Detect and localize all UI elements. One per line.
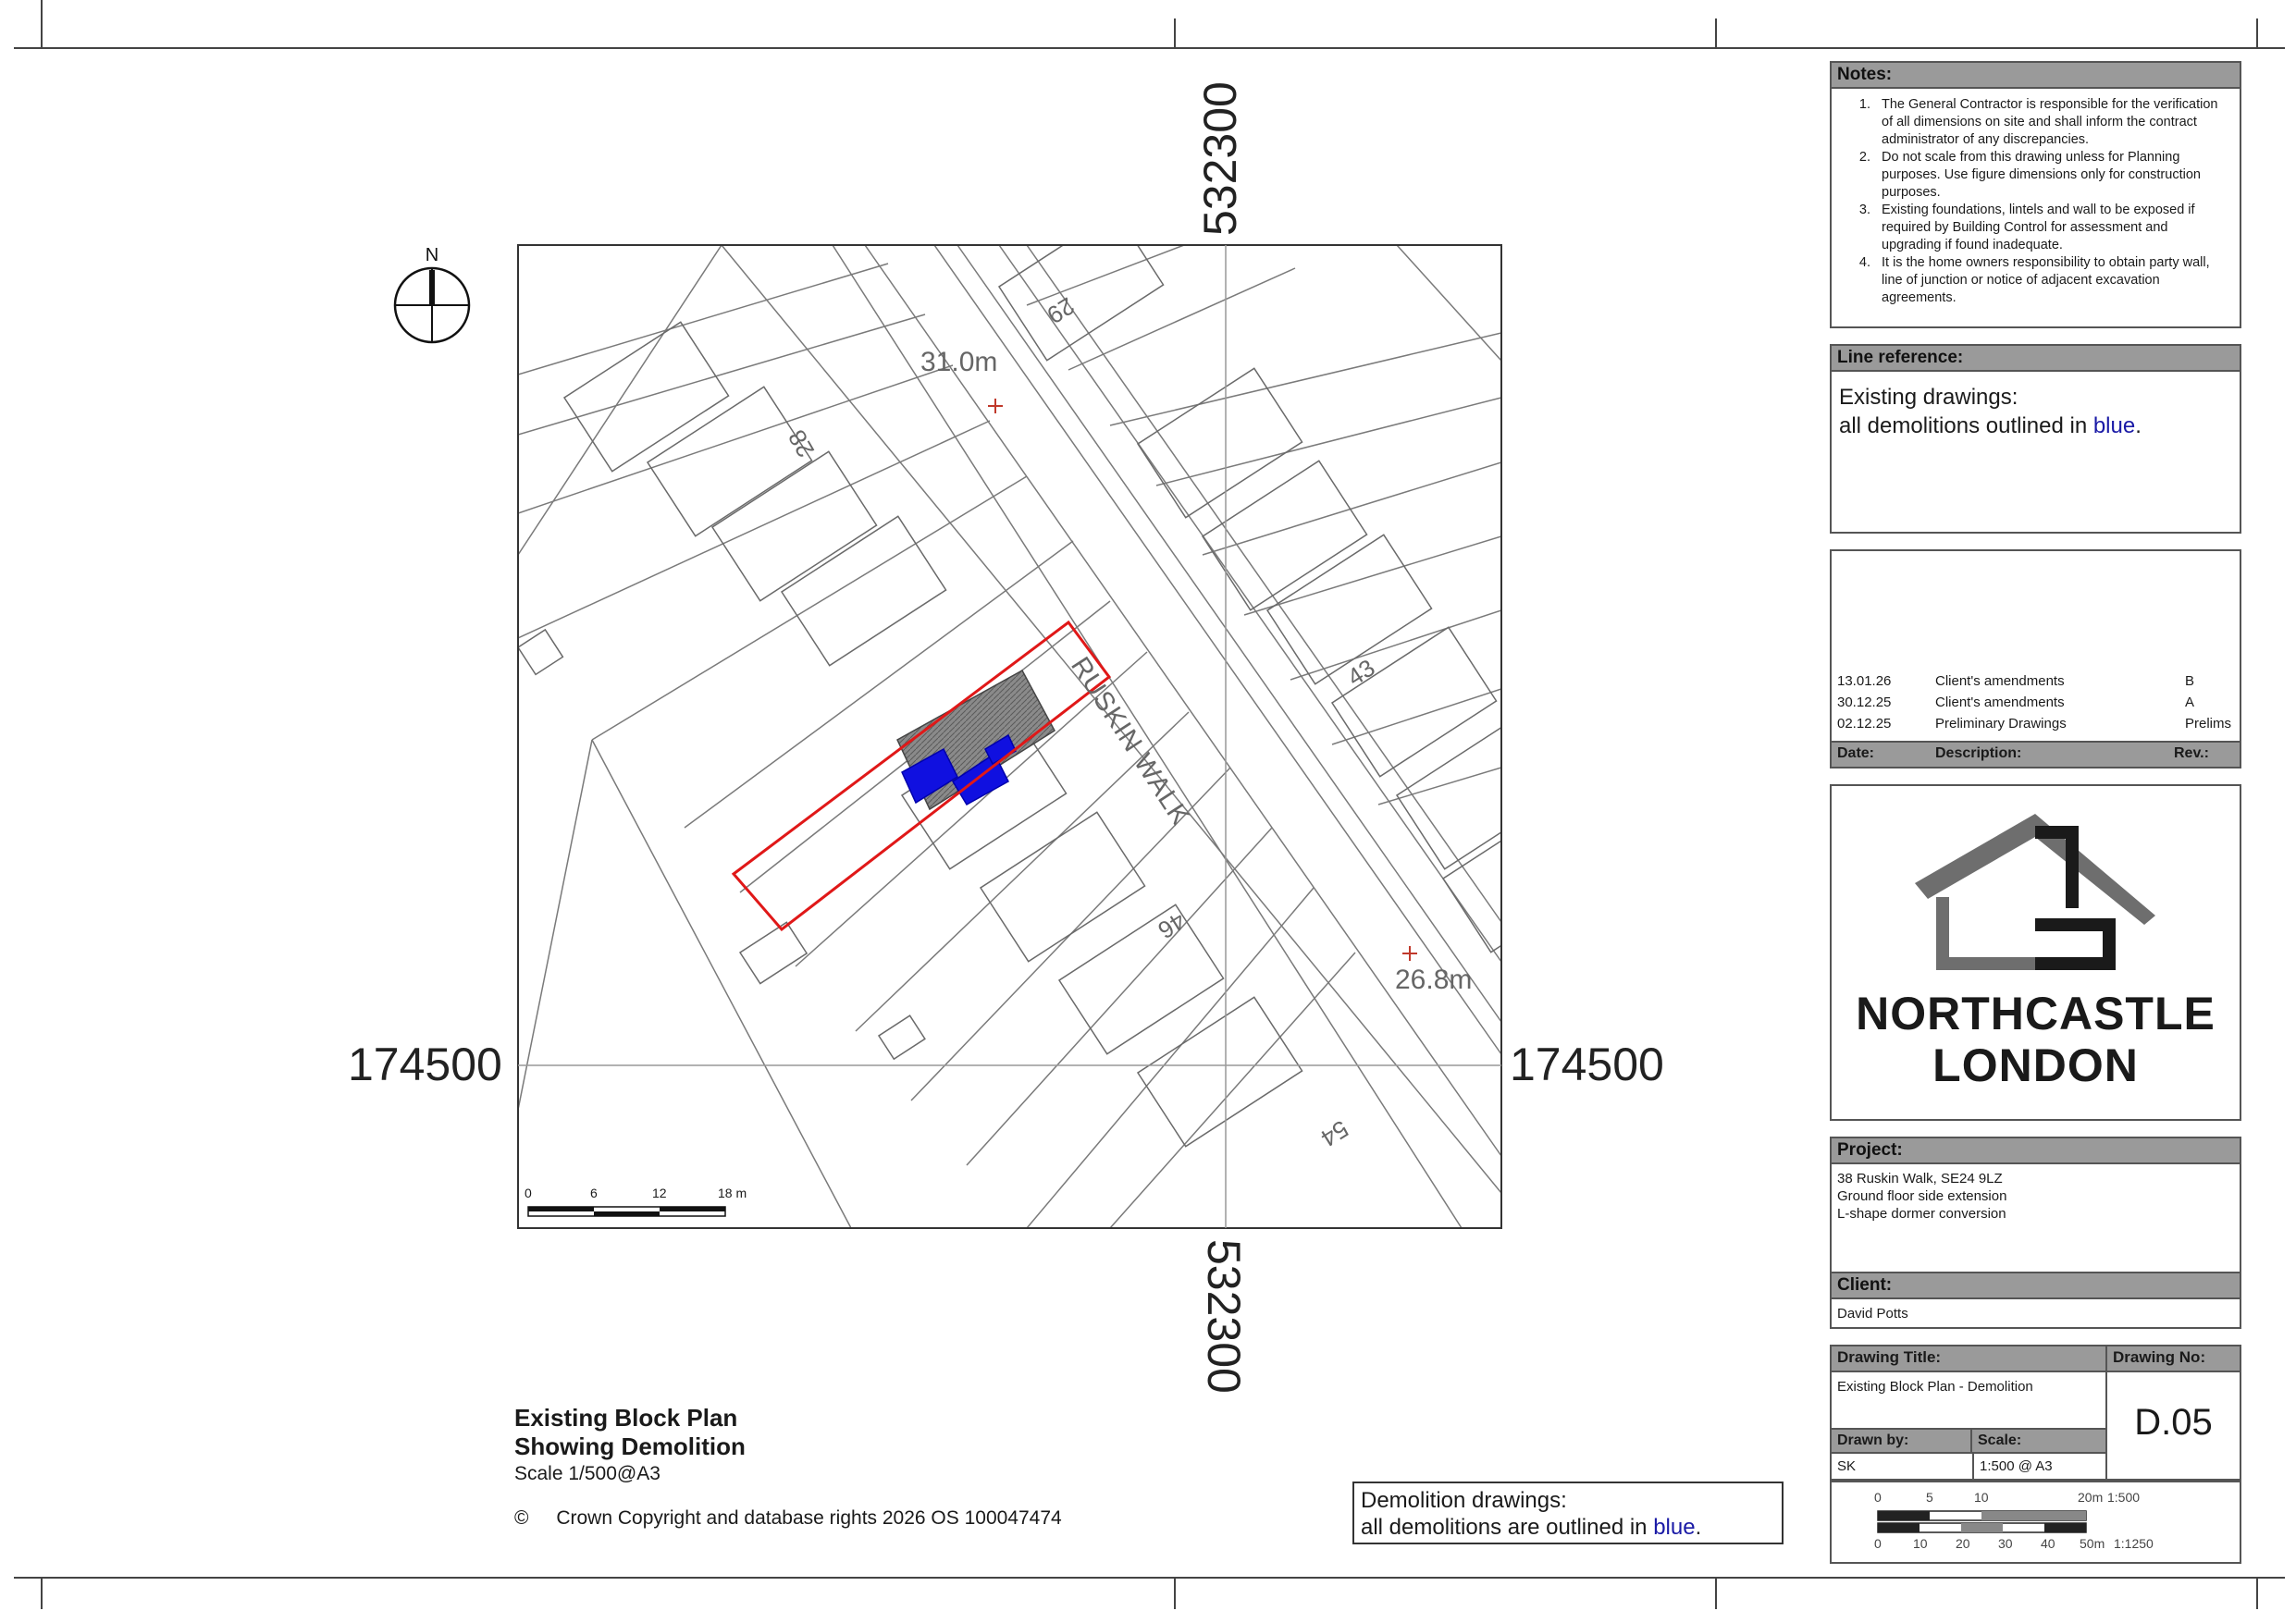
revisions-panel — [1830, 549, 2241, 768]
house-number: 54 — [1315, 1114, 1353, 1153]
demolition-note-box — [1352, 1482, 1784, 1544]
project-heading: Project: — [1832, 1138, 2240, 1164]
drawing-caption — [514, 1404, 746, 1486]
revision-description: Preliminary Drawings — [1935, 716, 2067, 732]
copyright-text: Crown Copyright and database rights 2026 OS 100047474 — [556, 1507, 1062, 1529]
demolition-note-line1: Demolition drawings: — [1361, 1488, 1567, 1513]
revision-code: B — [2185, 673, 2195, 689]
spot-height: 31.0m — [920, 347, 998, 377]
revisions-header-rev: Rev.: — [2174, 745, 2209, 761]
scale-tick: 50m — [2080, 1536, 2105, 1551]
client-heading: Client: — [1832, 1273, 2240, 1299]
project-line: L-shape dormer conversion — [1837, 1206, 2006, 1222]
scale-bar-tick: 18 m — [718, 1186, 747, 1200]
grid-label-right: 174500 — [1510, 1039, 1664, 1090]
drawing-number: D.05 — [2105, 1372, 2240, 1479]
scale-bar-tick: 6 — [590, 1186, 598, 1200]
demolition-note-line2: all demolitions are outlined in blue. — [1361, 1515, 1702, 1540]
copyright-symbol: © — [514, 1507, 529, 1529]
drawing-title: Existing Block Plan - Demolition — [1837, 1379, 2033, 1395]
scale-tick: 40 — [2041, 1536, 2055, 1551]
logo-line-1: NORTHCASTLE — [1856, 988, 2216, 1039]
project-line: 38 Ruskin Walk, SE24 9LZ — [1837, 1171, 2003, 1187]
scale-label: 1:1250 — [2114, 1536, 2154, 1551]
caption-title-1: Existing Block Plan — [514, 1404, 738, 1432]
revision-description: Client's amendments — [1935, 695, 2065, 710]
logo-line-2: LONDON — [1932, 1039, 2139, 1091]
house-number: 43 — [1341, 653, 1380, 692]
revision-row — [1837, 716, 2234, 736]
map-scale-bar — [528, 1207, 725, 1216]
scale-heading: Scale: — [1970, 1428, 2105, 1454]
house-number: 28 — [782, 424, 821, 462]
line-reference-heading: Line reference: — [1832, 346, 2240, 372]
scale-tick: 30 — [1998, 1536, 2013, 1551]
revision-date: 02.12.25 — [1837, 716, 1892, 732]
scale-tick: 20 — [1956, 1536, 1970, 1551]
drawing-scale: 1:500 @ A3 — [1972, 1454, 2105, 1481]
logo-panel — [1830, 784, 2241, 1121]
revision-date: 30.12.25 — [1837, 695, 1892, 710]
revision-code: A — [2185, 695, 2195, 710]
client-name: David Potts — [1837, 1306, 1908, 1322]
line-reference-line2: all demolitions outlined in blue. — [1839, 413, 2142, 438]
blue-word: blue — [1653, 1515, 1696, 1540]
note-item: 1. The General Contractor is responsible for the verification of all dimensions on site and shall inform the contract administrator of any discrepancies. — [1874, 96, 2228, 149]
drawn-by: SK — [1837, 1458, 1857, 1474]
grid-label-bottom: 532300 — [1198, 1239, 1250, 1394]
house-number: 29 — [1042, 291, 1080, 330]
scale-label: 1:500 — [2107, 1490, 2141, 1505]
revision-description: Client's amendments — [1935, 673, 2065, 689]
client-panel — [1830, 1272, 2241, 1329]
note-item: 2. Do not scale from this drawing unless for Planning purposes. Use figure dimensions only for construction purposes. — [1874, 149, 2228, 202]
project-panel — [1830, 1137, 2241, 1273]
scale-bar-tick: 12 — [652, 1186, 667, 1200]
revision-date: 13.01.26 — [1837, 673, 1892, 689]
scale-tick: 10 — [1974, 1490, 1989, 1505]
revision-code: Prelims — [2185, 716, 2232, 732]
blue-word: blue — [2092, 413, 2136, 438]
scale-tick: 0 — [1874, 1490, 1882, 1505]
scale-bars-panel — [1830, 1481, 2241, 1564]
scale-tick: 20m — [2078, 1490, 2104, 1505]
north-label: N — [425, 245, 439, 265]
spot-height: 26.8m — [1395, 965, 1473, 995]
notes-panel — [1830, 61, 2241, 328]
drawing-info-panel — [1830, 1345, 2241, 1481]
north-arrow-icon — [395, 268, 469, 342]
note-item: 3. Existing foundations, lintels and wall to be exposed if required by Building Control for assessment and upgrading if found inadequate. — [1874, 202, 2228, 254]
notes-heading: Notes: — [1832, 63, 2240, 89]
road-name: RUSKIN WALK — [1065, 652, 1196, 831]
revisions-header — [1832, 741, 2240, 767]
grid-label-left: 174500 — [348, 1039, 502, 1090]
scale-tick: 10 — [1913, 1536, 1928, 1551]
house-number: 46 — [1153, 906, 1191, 945]
ordnance-map — [518, 211, 1608, 1228]
revisions-header-date: Date: — [1837, 745, 1875, 761]
revisions-header-description: Description: — [1935, 745, 2022, 761]
scale-bar-tick: 0 — [525, 1186, 532, 1200]
caption-scale: Scale 1/500@A3 — [514, 1463, 660, 1484]
scale-tick: 5 — [1926, 1490, 1933, 1505]
drawing-number-heading: Drawing No: — [2105, 1346, 2240, 1372]
caption-title-2: Showing Demolition — [514, 1432, 746, 1460]
revision-row — [1837, 673, 2234, 694]
project-line: Ground floor side extension — [1837, 1188, 2007, 1204]
grid-label-top: 532300 — [1194, 81, 1246, 236]
drawn-by-heading: Drawn by: — [1832, 1428, 1970, 1454]
line-reference-line1: Existing drawings: — [1839, 385, 2018, 410]
scale-tick: 0 — [1874, 1536, 1882, 1551]
revision-row — [1837, 695, 2234, 715]
drawing-title-heading: Drawing Title: — [1832, 1346, 2105, 1372]
note-item: 4. It is the home owners responsibility to obtain party wall, line of junction or notice of adjacent excavation agreements. — [1874, 254, 2228, 307]
copyright-notice — [514, 1507, 1062, 1530]
line-reference-panel — [1830, 344, 2241, 534]
